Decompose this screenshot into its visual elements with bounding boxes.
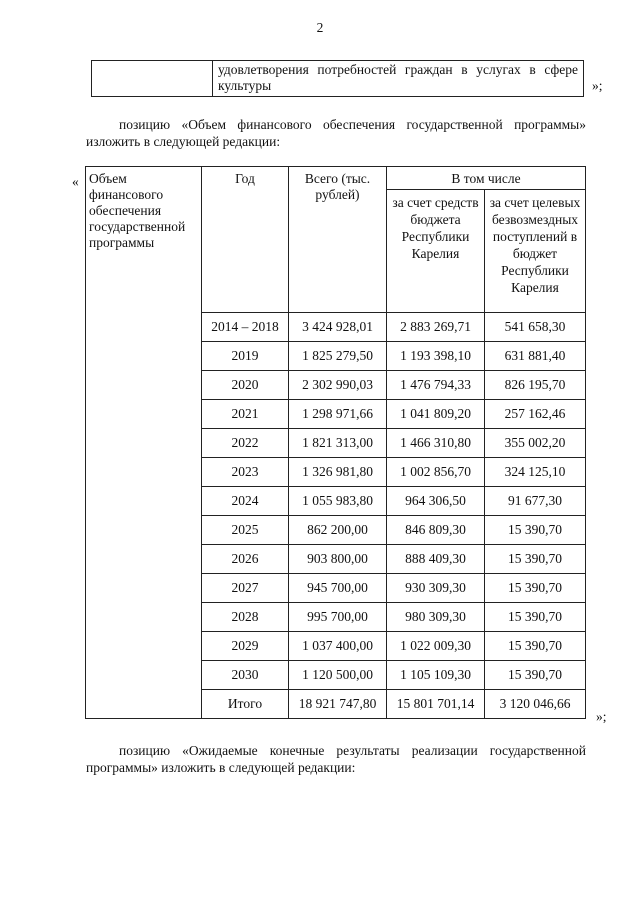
empty-cell bbox=[92, 61, 213, 97]
cell-budget: 15 801 701,14 bbox=[387, 690, 485, 719]
cell-budget: 980 309,30 bbox=[387, 603, 485, 632]
cell-year: 2030 bbox=[202, 661, 289, 690]
opening-quote-mark: « bbox=[72, 174, 79, 189]
cell-budget: 1 105 109,30 bbox=[387, 661, 485, 690]
cell-total: 1 037 400,00 bbox=[289, 632, 387, 661]
cell-total: 1 120 500,00 bbox=[289, 661, 387, 690]
cell-targeted: 15 390,70 bbox=[485, 603, 586, 632]
header-year: Год bbox=[202, 167, 289, 313]
closing-quote-mark: »; bbox=[592, 78, 603, 93]
cell-total: 1 298 971,66 bbox=[289, 400, 387, 429]
cell-budget: 1 466 310,80 bbox=[387, 429, 485, 458]
header-budget: за счет средств бюджета Республики Карелия bbox=[387, 190, 485, 313]
cell-budget: 1 476 794,33 bbox=[387, 371, 485, 400]
cell-targeted: 631 881,40 bbox=[485, 342, 586, 371]
cell-budget: 1 002 856,70 bbox=[387, 458, 485, 487]
cell-budget: 2 883 269,71 bbox=[387, 313, 485, 342]
header-targeted: за счет целевых безвозмездных поступлений в бюджет Республики Карелия bbox=[485, 190, 586, 313]
cell-targeted: 91 677,30 bbox=[485, 487, 586, 516]
cell-total: 903 800,00 bbox=[289, 545, 387, 574]
cell-targeted: 15 390,70 bbox=[485, 574, 586, 603]
cell-year: 2019 bbox=[202, 342, 289, 371]
cell-targeted: 541 658,30 bbox=[485, 313, 586, 342]
previous-table-fragment bbox=[91, 60, 584, 97]
cell-budget: 888 409,30 bbox=[387, 545, 485, 574]
cell-budget: 1 193 398,10 bbox=[387, 342, 485, 371]
cell-total: 2 302 990,03 bbox=[289, 371, 387, 400]
cell-targeted: 826 195,70 bbox=[485, 371, 586, 400]
cell-year: 2025 bbox=[202, 516, 289, 545]
cell-total: 862 200,00 bbox=[289, 516, 387, 545]
paragraph-results-position: позицию «Ожидаемые конечные результаты реализации государственной программы» изложить в следующей редакции: bbox=[86, 743, 586, 775]
closing-quote-mark: »; bbox=[596, 709, 607, 724]
cell-targeted: 324 125,10 bbox=[485, 458, 586, 487]
cell-total: 995 700,00 bbox=[289, 603, 387, 632]
cell-year: 2022 bbox=[202, 429, 289, 458]
cell-total: 1 326 981,80 bbox=[289, 458, 387, 487]
cell-total: 1 825 279,50 bbox=[289, 342, 387, 371]
cell-total: 1 821 313,00 bbox=[289, 429, 387, 458]
cell-year: 2028 bbox=[202, 603, 289, 632]
financing-table bbox=[85, 166, 586, 719]
cell-year: 2029 bbox=[202, 632, 289, 661]
header-including: В том числе bbox=[387, 167, 586, 190]
cell-targeted: 15 390,70 bbox=[485, 632, 586, 661]
cell-year: 2027 bbox=[202, 574, 289, 603]
cell-budget: 964 306,50 bbox=[387, 487, 485, 516]
cell-total: 3 424 928,01 bbox=[289, 313, 387, 342]
paragraph-financing-position: позицию «Объем финансового обеспечения государственной программы» изложить в следующей редакции: bbox=[86, 117, 586, 149]
cell-year: 2023 bbox=[202, 458, 289, 487]
cell-budget: 1 041 809,20 bbox=[387, 400, 485, 429]
fragment-text: удовлетворения потребностей граждан в услугах в сфере культуры bbox=[213, 61, 584, 97]
header-total: Всего (тыс. рублей) bbox=[289, 167, 387, 313]
cell-targeted: 15 390,70 bbox=[485, 516, 586, 545]
cell-year: 2024 bbox=[202, 487, 289, 516]
cell-total: 945 700,00 bbox=[289, 574, 387, 603]
cell-budget: 1 022 009,30 bbox=[387, 632, 485, 661]
cell-budget: 930 309,30 bbox=[387, 574, 485, 603]
cell-total: 1 055 983,80 bbox=[289, 487, 387, 516]
cell-targeted: 257 162,46 bbox=[485, 400, 586, 429]
cell-targeted: 355 002,20 bbox=[485, 429, 586, 458]
cell-targeted: 15 390,70 bbox=[485, 661, 586, 690]
cell-year: Итого bbox=[202, 690, 289, 719]
page-number: 2 bbox=[316, 20, 324, 35]
cell-year: 2021 bbox=[202, 400, 289, 429]
cell-year: 2014 – 2018 bbox=[202, 313, 289, 342]
cell-targeted: 3 120 046,66 bbox=[485, 690, 586, 719]
cell-targeted: 15 390,70 bbox=[485, 545, 586, 574]
table-label: Объем финансового обеспечения государственной программы bbox=[86, 167, 202, 719]
cell-year: 2026 bbox=[202, 545, 289, 574]
cell-budget: 846 809,30 bbox=[387, 516, 485, 545]
cell-total: 18 921 747,80 bbox=[289, 690, 387, 719]
cell-year: 2020 bbox=[202, 371, 289, 400]
